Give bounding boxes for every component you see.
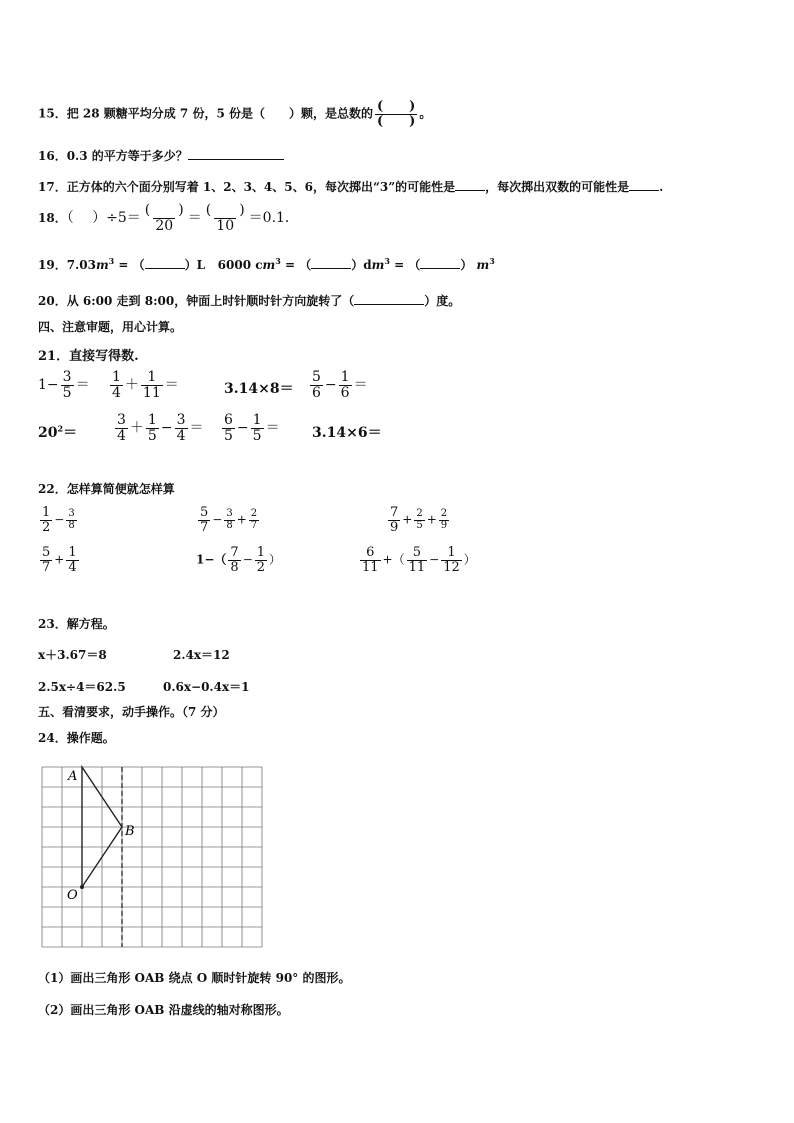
- point-O-marker: [80, 885, 84, 889]
- q21-row2-item4: 3.14×6＝: [312, 425, 382, 441]
- label-O: O: [67, 888, 78, 903]
- q21-row1-item3: 3.14×8＝: [224, 381, 294, 397]
- fraction: $\frac{( )}{20}$: [144, 202, 184, 234]
- answer-blank[interactable]: [455, 190, 485, 191]
- section-4-heading: 四、注意审题，用心计算。: [38, 320, 183, 334]
- question-16: 16．0.3 的平方等于多少？: [38, 147, 284, 164]
- answer-blank[interactable]: [420, 268, 460, 269]
- question-19: 19．$7.03m^3$ = （ ）L 6000 $cm^3$ = （ ）$dm^3$ = （ ） $m^3$: [38, 256, 495, 272]
- q21-row2-item1: $20^2=$: [38, 423, 78, 441]
- q22-expr6: $\frac{6}{11}$ +（ $\frac{5}{11}$ − $\frac{1}{12}$ ）: [362, 545, 476, 575]
- q22-expr1: $\frac{1}{2}$ − $\frac{3}{8}$: [42, 505, 75, 535]
- q21-row2-item2: $\frac{3}{4}$ ＋ $\frac{1}{5}$ − $\frac{3}{4}$ ＝: [117, 412, 204, 444]
- q22-expr5: 1−（ $\frac{7}{8}$ − $\frac{1}{2}$ ）: [196, 545, 282, 575]
- answer-blank[interactable]: [188, 159, 284, 160]
- grid-lines: [42, 767, 262, 947]
- question-20: 20．从 6:00 走到 8:00，钟面上时针顺时针方向旋转了（ ）度。: [38, 294, 461, 308]
- question-21-title: 21．直接写得数.: [38, 349, 139, 364]
- answer-blank[interactable]: [354, 304, 424, 305]
- section-5-heading: 五、看清要求，动手操作。（7 分）: [38, 705, 225, 719]
- label-B: B: [125, 824, 135, 839]
- equation-4: 0.6x−0.4x＝1: [163, 680, 250, 694]
- grid-figure[interactable]: [40, 765, 266, 951]
- equation-2: 2.4x＝12: [173, 648, 230, 662]
- question-15: 15．把 28 颗糖平均分成 7 份，5 份是（ ）颗，是总数的 $\frac{( )}{( )}$ 。: [38, 99, 432, 129]
- q22-expr4: $\frac{5}{7}$ + $\frac{1}{4}$: [42, 545, 77, 575]
- q24-task-2: （2）画出三角形 OAB 沿虚线的轴对称图形。: [38, 1003, 289, 1017]
- question-23-title: 23．解方程。: [38, 617, 115, 631]
- fraction-blank: $\frac{( )}{( )}$: [377, 99, 416, 129]
- q22-expr3: $\frac{7}{9}$ + $\frac{2}{5}$ + $\frac{2}{9}$: [390, 505, 448, 535]
- answer-blank[interactable]: [629, 190, 659, 191]
- q24-task-1: （1）画出三角形 OAB 绕点 O 顺时针旋转 90° 的图形。: [38, 971, 351, 985]
- answer-blank[interactable]: [145, 268, 185, 269]
- equation-3: 2.5x÷4＝62.5: [38, 680, 126, 694]
- question-24-title: 24．操作题。: [38, 731, 115, 745]
- question-18: 18．（ ）÷5＝ $\frac{( )}{20}$ ＝ $\frac{( )}{10}$ ＝0.1．: [38, 202, 299, 234]
- equation-1: x＋3.67＝8: [38, 648, 107, 662]
- question-22-title: 22．怎样算简便就怎样算: [38, 482, 175, 496]
- q21-row1-item4: $\frac{5}{6}$ − $\frac{1}{6}$ ＝: [312, 369, 368, 401]
- q22-expr2: $\frac{5}{7}$ − $\frac{3}{8}$ + $\frac{2}{7}$: [200, 505, 258, 535]
- q21-row1-item1: 1− $\frac{3}{5}$ ＝: [38, 369, 90, 401]
- answer-blank[interactable]: [311, 268, 351, 269]
- q21-row2-item3: $\frac{6}{5}$ − $\frac{1}{5}$ ＝: [224, 412, 280, 444]
- q21-row1-item2: $\frac{1}{4}$ ＋ $\frac{1}{11}$ ＝: [112, 369, 179, 401]
- label-A: A: [68, 769, 78, 784]
- question-17: 17．正方体的六个面分别写着 1、2、3、4、5、6，每次掷出“3”的可能性是 ，每次掷出双数的可能性是 .: [38, 180, 664, 194]
- fraction: $\frac{( )}{10}$: [205, 202, 245, 234]
